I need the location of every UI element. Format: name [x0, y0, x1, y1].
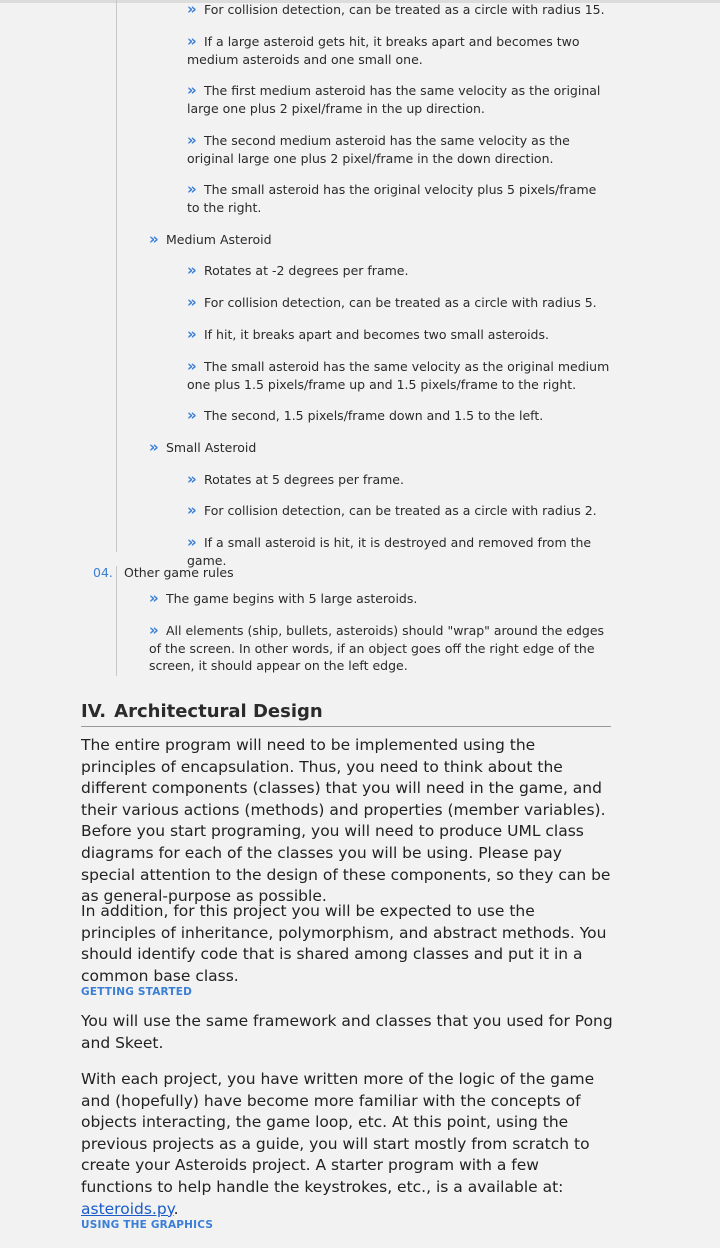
- bullet-icon: »: [187, 406, 197, 424]
- section-numeral: IV.: [81, 701, 107, 722]
- list-item-title: Other game rules: [124, 565, 234, 580]
- list-item: Rotates at 5 degrees per frame.: [204, 472, 404, 487]
- list-item: The second, 1.5 pixels/frame down and 1.5 to the left.: [204, 408, 544, 423]
- bullet-icon: »: [187, 293, 197, 311]
- list-item: If a small asteroid is hit, it is destroyed and removed from the game.: [187, 535, 592, 568]
- list-guide-line: [116, 566, 117, 676]
- list-item: Rotates at -2 degrees per frame.: [204, 263, 409, 278]
- list-item: If hit, it breaks apart and becomes two small asteroids.: [204, 327, 549, 342]
- bullet-icon: »: [187, 32, 197, 50]
- list-item: The small asteroid has the same velocity as the original medium one plus 1.5 pixels/frame up and 1.5 pixels/frame to the right.: [187, 359, 610, 392]
- bullet-icon: »: [187, 501, 197, 519]
- bullet-icon: »: [187, 131, 197, 149]
- list-item: For collision detection, can be treated as a circle with radius 5.: [204, 295, 597, 310]
- list-item: For collision detection, can be treated as a circle with radius 15.: [204, 2, 605, 17]
- bullet-icon: »: [187, 470, 197, 488]
- paragraph-text: With each project, you have written more of the logic of the game and (hopefully) have become more familiar with the concepts of objects interacting, the game loop, etc. At this point, using the previous projects as a guide, you will start mostly from scratch to create your Asteroids project. A starter program with a few functions to help handle the keystrokes, etc., is a available at:: [81, 1070, 595, 1196]
- asteroids-py-link[interactable]: asteroids.py: [81, 1199, 174, 1218]
- paragraph: The entire program will need to be implemented using the principles of encapsulation. Thus, you need to think about the different components (classes) that you will need in the game, and their various actions (methods) and properties (member variables). Before you start programing, you will need to produce UML class diagrams for each of the classes you will be using. Please pay special attention to the design of these components, so they can be as general-purpose as possible.: [81, 736, 611, 906]
- paragraph: You will use the same framework and classes that you used for Pong and Skeet.: [81, 1012, 613, 1052]
- bullet-icon: »: [187, 0, 197, 18]
- bullet-icon: »: [187, 180, 197, 198]
- paragraph: [81, 1069, 613, 1220]
- bullet-icon: »: [149, 621, 159, 639]
- paragraph-text: .: [173, 1199, 179, 1218]
- section-title: Architectural Design: [114, 701, 323, 722]
- list-guide-line: [116, 0, 117, 552]
- list-number: 04.: [93, 565, 113, 580]
- bullet-icon: »: [187, 261, 197, 279]
- bullet-icon: »: [187, 357, 197, 375]
- list-item: The game begins with 5 large asteroids.: [166, 591, 418, 606]
- section-heading: [81, 699, 611, 727]
- bullet-icon: »: [187, 81, 197, 99]
- subheading-using-the-graphics: USING THE GRAPHICS: [81, 1219, 214, 1231]
- list-item-title: Medium Asteroid: [166, 232, 272, 247]
- subheading-getting-started: GETTING STARTED: [81, 986, 193, 998]
- bullet-icon: »: [187, 533, 197, 551]
- list-item: The first medium asteroid has the same velocity as the original large one plus 2 pixel/frame in the up direction.: [187, 83, 601, 116]
- list-item: For collision detection, can be treated as a circle with radius 2.: [204, 503, 597, 518]
- bullet-icon: »: [149, 230, 159, 248]
- bullet-icon: »: [149, 438, 159, 456]
- list-item-title: Small Asteroid: [166, 440, 257, 455]
- list-item: The second medium asteroid has the same velocity as the original large one plus 2 pixel/frame in the down direction.: [187, 133, 570, 166]
- bullet-icon: »: [149, 589, 159, 607]
- paragraph: In addition, for this project you will be expected to use the principles of inheritance, polymorphism, and abstract methods. You should identify code that is shared among classes and put it in a common base class.: [81, 902, 607, 985]
- list-item: The small asteroid has the original velocity plus 5 pixels/frame to the right.: [187, 182, 597, 215]
- list-item: All elements (ship, bullets, asteroids) should "wrap" around the edges of the screen. In other words, if an object goes off the right edge of the screen, it should appear on the left edge.: [149, 623, 605, 673]
- bullet-icon: »: [187, 325, 197, 343]
- list-item: If a large asteroid gets hit, it breaks apart and becomes two medium asteroids and one small one.: [187, 34, 580, 67]
